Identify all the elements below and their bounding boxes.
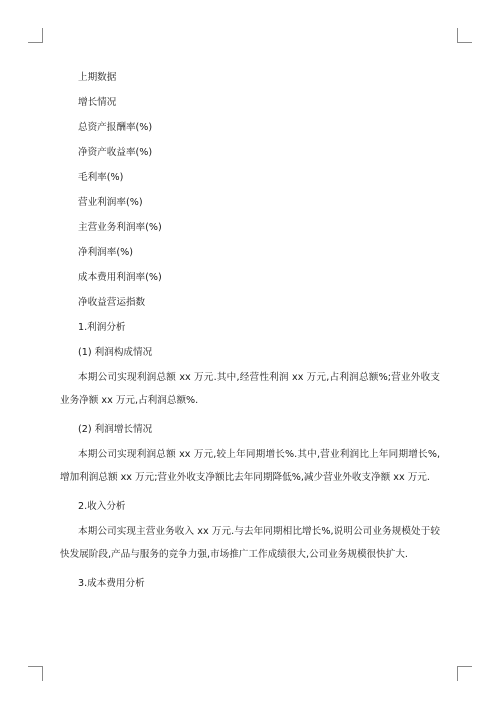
section-heading-revenue-analysis: 2.收入分析	[78, 501, 126, 512]
text-line-net-income-index: 净收益营运指数	[78, 297, 146, 308]
section-heading-profit-analysis: 1.利润分析	[78, 322, 126, 333]
corner-mark-top-left	[28, 28, 43, 43]
text-line-last-period-data: 上期数据	[78, 72, 117, 83]
subheading-profit-growth: (2) 利润增长情况	[78, 424, 153, 435]
paragraph-profit-structure: 本期公司实现利润总额 xx 万元.其中,经营性利润 xx 万元,占利润总额%;营业外收支业务净额 xx 万元,占利润总额%.	[60, 372, 440, 406]
text-line-main-business-margin: 主营业务利润率(%)	[78, 222, 162, 233]
document-body	[60, 66, 440, 597]
text-line-gross-margin: 毛利率(%)	[78, 172, 124, 183]
text-line-roa: 总资产报酬率(%)	[78, 122, 153, 133]
paragraph-profit-growth: 本期公司实现利润总额 xx 万元,较上年同期增长%.其中,营业利润比上年同期增长%,增加利润总额 xx 万元;营业外收支净额比去年同期降低%,减少营业外收支净额 xx 万元.	[60, 449, 440, 483]
paragraph-revenue: 本期公司实现主营业务收入 xx 万元.与去年同期相比增长%,说明公司业务规模处于较快发展阶段,产品与服务的竞争力强,市场推广工作成绩很大,公司业务规模很快扩大.	[60, 526, 440, 560]
text-line-cost-profit-ratio: 成本费用利润率(%)	[78, 272, 162, 283]
corner-mark-bottom-right	[457, 666, 472, 681]
text-line-operating-margin: 营业利润率(%)	[78, 197, 143, 208]
text-line-net-margin: 净利润率(%)	[78, 247, 133, 258]
section-heading-cost-analysis: 3.成本费用分析	[78, 578, 145, 589]
text-line-roe: 净资产收益率(%)	[78, 147, 153, 158]
subheading-profit-structure: (1) 利润构成情况	[78, 347, 153, 358]
corner-mark-bottom-left	[28, 666, 43, 681]
corner-mark-top-right	[457, 28, 472, 43]
text-line-growth: 增长情况	[78, 97, 117, 108]
